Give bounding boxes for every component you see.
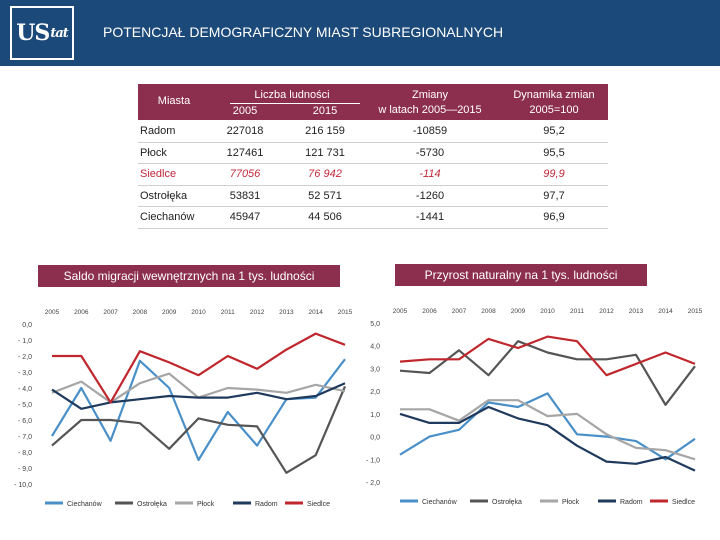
series-line-siedlce bbox=[400, 337, 695, 376]
header-liczba: Liczba ludności bbox=[254, 89, 330, 101]
city-name: Ostrołęka bbox=[140, 189, 188, 202]
y-tick-label: - 1,0 bbox=[365, 457, 380, 465]
legend-label: Radom bbox=[255, 501, 278, 508]
page-title: POTENCJAŁ DEMOGRAFICZNY MIAST SUBREGIONALNYCH bbox=[103, 24, 504, 40]
row-divider bbox=[138, 185, 608, 186]
x-tick-label: 2009 bbox=[161, 309, 177, 316]
y-tick-label: - 4,0 bbox=[17, 386, 32, 393]
natural-growth-chart bbox=[360, 300, 720, 515]
city-name: Siedlce bbox=[140, 168, 177, 180]
change-dynamics: 96,9 bbox=[543, 211, 565, 223]
population-change: -5730 bbox=[415, 146, 445, 159]
y-tick-label: - 8,0 bbox=[17, 450, 32, 457]
population-2015: 52 571 bbox=[308, 189, 342, 202]
y-tick-label: 5,0 bbox=[370, 321, 380, 328]
y-tick-label: 0,0 bbox=[22, 322, 32, 329]
header-2015: 2015 bbox=[312, 105, 338, 117]
y-tick-label: - 2,0 bbox=[17, 354, 32, 361]
x-tick-label: 2013 bbox=[279, 309, 294, 316]
change-dynamics: 97,7 bbox=[543, 189, 565, 202]
change-dynamics: 95,5 bbox=[543, 146, 565, 159]
series-line-radom bbox=[52, 383, 345, 409]
legend-label: Siedlce bbox=[672, 499, 695, 506]
x-tick-label: 2007 bbox=[103, 309, 118, 316]
header-zmiany: Zmiany bbox=[411, 89, 449, 101]
header-miasta: Miasta bbox=[157, 95, 191, 107]
legend-label: Radom bbox=[620, 499, 643, 506]
y-tick-label: - 9,0 bbox=[17, 466, 32, 473]
header-dynamika: Dynamika zmian bbox=[513, 89, 595, 101]
x-tick-label: 2008 bbox=[132, 309, 148, 316]
y-tick-label: - 7,0 bbox=[17, 434, 32, 441]
population-change: -1441 bbox=[415, 211, 445, 223]
x-tick-label: 2005 bbox=[44, 309, 60, 316]
population-2015: 44 506 bbox=[308, 211, 342, 223]
y-tick-label: - 10,0 bbox=[14, 482, 32, 489]
x-tick-label: 2012 bbox=[599, 308, 614, 315]
population-2005: 127461 bbox=[226, 146, 264, 159]
row-divider bbox=[138, 228, 608, 229]
y-tick-label: 4,0 bbox=[370, 343, 380, 351]
header-divider bbox=[230, 103, 360, 104]
x-tick-label: 2015 bbox=[337, 309, 353, 316]
population-2015: 76 942 bbox=[308, 168, 342, 180]
population-2005: 227018 bbox=[226, 125, 264, 137]
change-dynamics: 95,2 bbox=[543, 125, 565, 137]
x-tick-label: 2007 bbox=[451, 308, 467, 315]
population-2015: 121 731 bbox=[305, 146, 345, 159]
legend-label: Ostrołęka bbox=[492, 499, 522, 506]
legend-label: Ostrołęka bbox=[137, 501, 167, 508]
y-tick-label: - 6,0 bbox=[17, 418, 32, 425]
x-tick-label: 2013 bbox=[628, 308, 644, 315]
x-tick-label: 2014 bbox=[658, 308, 673, 315]
header-bar bbox=[0, 0, 720, 66]
x-tick-label: 2010 bbox=[191, 309, 206, 316]
population-2005: 45947 bbox=[229, 211, 261, 223]
population-2005: 53831 bbox=[229, 189, 261, 202]
y-tick-label: 2,0 bbox=[370, 389, 380, 397]
table-header bbox=[138, 84, 608, 120]
y-tick-label: 1,0 bbox=[370, 411, 380, 419]
city-name: Radom bbox=[140, 125, 176, 137]
y-tick-label: 3,0 bbox=[370, 366, 380, 374]
header-zmiany-sub: w latach 2005—2015 bbox=[378, 104, 482, 116]
population-2015: 216 159 bbox=[305, 125, 345, 137]
x-tick-label: 2012 bbox=[249, 309, 265, 316]
row-divider bbox=[138, 206, 608, 207]
city-name: Płock bbox=[140, 146, 167, 159]
city-name: Ciechanów bbox=[140, 211, 195, 223]
x-tick-label: 2006 bbox=[74, 309, 89, 316]
row-divider bbox=[138, 163, 608, 164]
y-tick-label: 0,0 bbox=[370, 434, 380, 442]
x-tick-label: 2014 bbox=[308, 309, 323, 316]
change-dynamics: 99,9 bbox=[543, 168, 565, 180]
legend-label: Ciechanów bbox=[422, 499, 457, 506]
chart2-title: Przyrost naturalny na 1 tys. ludności bbox=[395, 264, 647, 286]
population-change: -10859 bbox=[412, 125, 448, 137]
y-tick-label: - 2,0 bbox=[365, 480, 380, 487]
x-tick-label: 2011 bbox=[570, 308, 584, 315]
legend-label: Płock bbox=[197, 501, 215, 508]
x-tick-label: 2015 bbox=[687, 308, 703, 315]
y-tick-label: - 1,0 bbox=[17, 338, 32, 345]
x-tick-label: 2009 bbox=[510, 308, 526, 315]
ustat-logo: US tat bbox=[10, 6, 74, 60]
legend-label: Ciechanów bbox=[67, 501, 102, 508]
y-tick-label: - 3,0 bbox=[17, 370, 32, 377]
x-tick-label: 2011 bbox=[220, 309, 235, 316]
x-tick-label: 2010 bbox=[540, 308, 555, 315]
legend-label: Siedlce bbox=[307, 501, 330, 508]
population-change: -1260 bbox=[415, 189, 445, 202]
header-2005: 2005 bbox=[232, 105, 258, 117]
x-tick-label: 2008 bbox=[481, 308, 496, 315]
x-tick-label: 2005 bbox=[392, 308, 408, 315]
population-change: -114 bbox=[419, 168, 441, 180]
header-dynamika-sub: 2005=100 bbox=[529, 104, 579, 116]
legend-label: Płock bbox=[562, 499, 580, 506]
chart1-title: Saldo migracji wewnętrznych na 1 tys. ludności bbox=[38, 265, 340, 287]
row-divider bbox=[138, 142, 608, 143]
population-2005: 77056 bbox=[229, 168, 261, 180]
migration-chart bbox=[0, 300, 360, 515]
x-tick-label: 2006 bbox=[422, 308, 437, 315]
y-tick-label: - 5,0 bbox=[17, 402, 32, 409]
